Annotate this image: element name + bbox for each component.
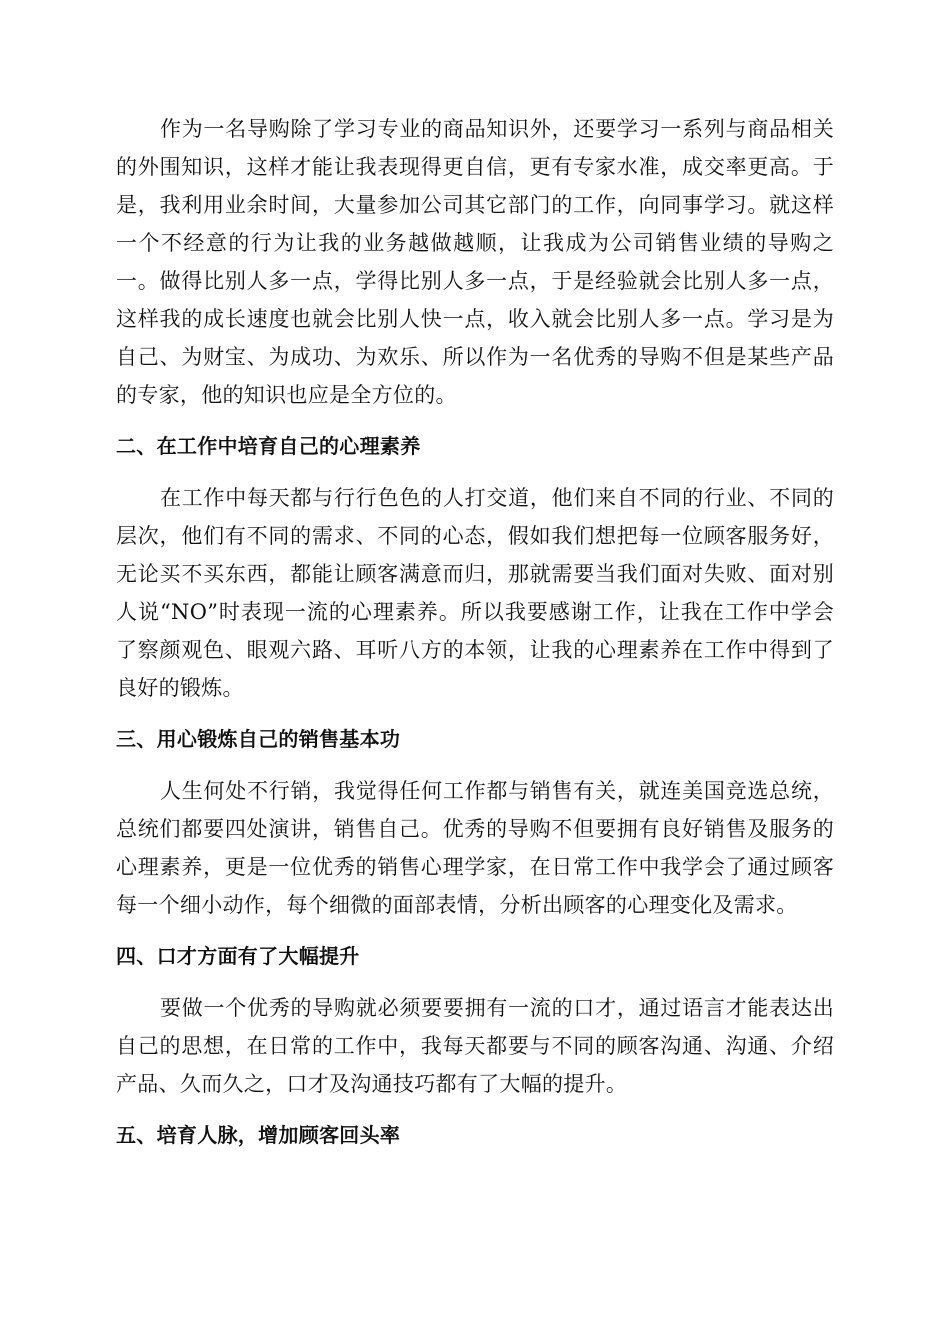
heading-psychology: 二、在工作中培育自己的心理素养 bbox=[116, 434, 421, 458]
paragraph-learning: 作为一名导购除了学习专业的商品知识外，还要学习一系列与商品相关的外围知识，这样才能让我表现得更自信，更有专家水准，成交率更高。于是，我利用业余时间，大量参加公司其它部门的工作，向同事学习。就这样一个不经意的行为让我的业务越做越顺，让我成为公司销售业绩的导购之一。做得比别人多一点，学得比别人多一点，于是经验就会比别人多一点，这样我的成长速度也就会比别人快一点，收入就会比别人多一点。学习是为自己、为财宝、为成功、为欢乐、所以作为一名优秀的导购不但是某些产品的专家，他的知识也应是全方位的。 bbox=[116, 117, 834, 407]
heading-eloquence: 四、口才方面有了大幅提升 bbox=[116, 944, 360, 968]
heading-network: 五、培育人脉，增加顾客回头率 bbox=[116, 1123, 401, 1147]
paragraph-sales-skills: 人生何处不行销，我觉得任何工作都与销售有关，就连美国竞选总统，总统们都要四处演讲，销售自己。优秀的导购不但要拥有良好销售及服务的心理素养，更是一位优秀的销售心理学家，在日常工作中我学会了通过顾客每一个细小动作，每个细微的面部表情，分析出顾客的心理变化及需求。 bbox=[116, 779, 834, 917]
heading-sales-skills: 三、用心锻炼自己的销售基本功 bbox=[116, 727, 401, 751]
paragraph-eloquence: 要做一个优秀的导购就必须要要拥有一流的口才，通过语言才能表达出自己的思想，在日常的工作中，我每天都要与不同的顾客沟通、沟通、介绍产品、久而久之，口才及沟通技巧都有了大幅的提升。 bbox=[116, 996, 834, 1096]
document-page bbox=[116, 110, 834, 1168]
paragraph-psychology: 在工作中每天都与行行色色的人打交道，他们来自不同的行业、不同的层次，他们有不同的需求、不同的心态，假如我们想把每一位顾客服务好，无论买不买东西，都能让顾客满意而归，那就需要当我们面对失败、面对别人说“NO”时表现一流的心理素养。所以我要感谢工作，让我在工作中学会了察颜观色、眼观六路、耳听八方的本领，让我的心理素养在工作中得到了良好的锻炼。 bbox=[116, 486, 834, 700]
